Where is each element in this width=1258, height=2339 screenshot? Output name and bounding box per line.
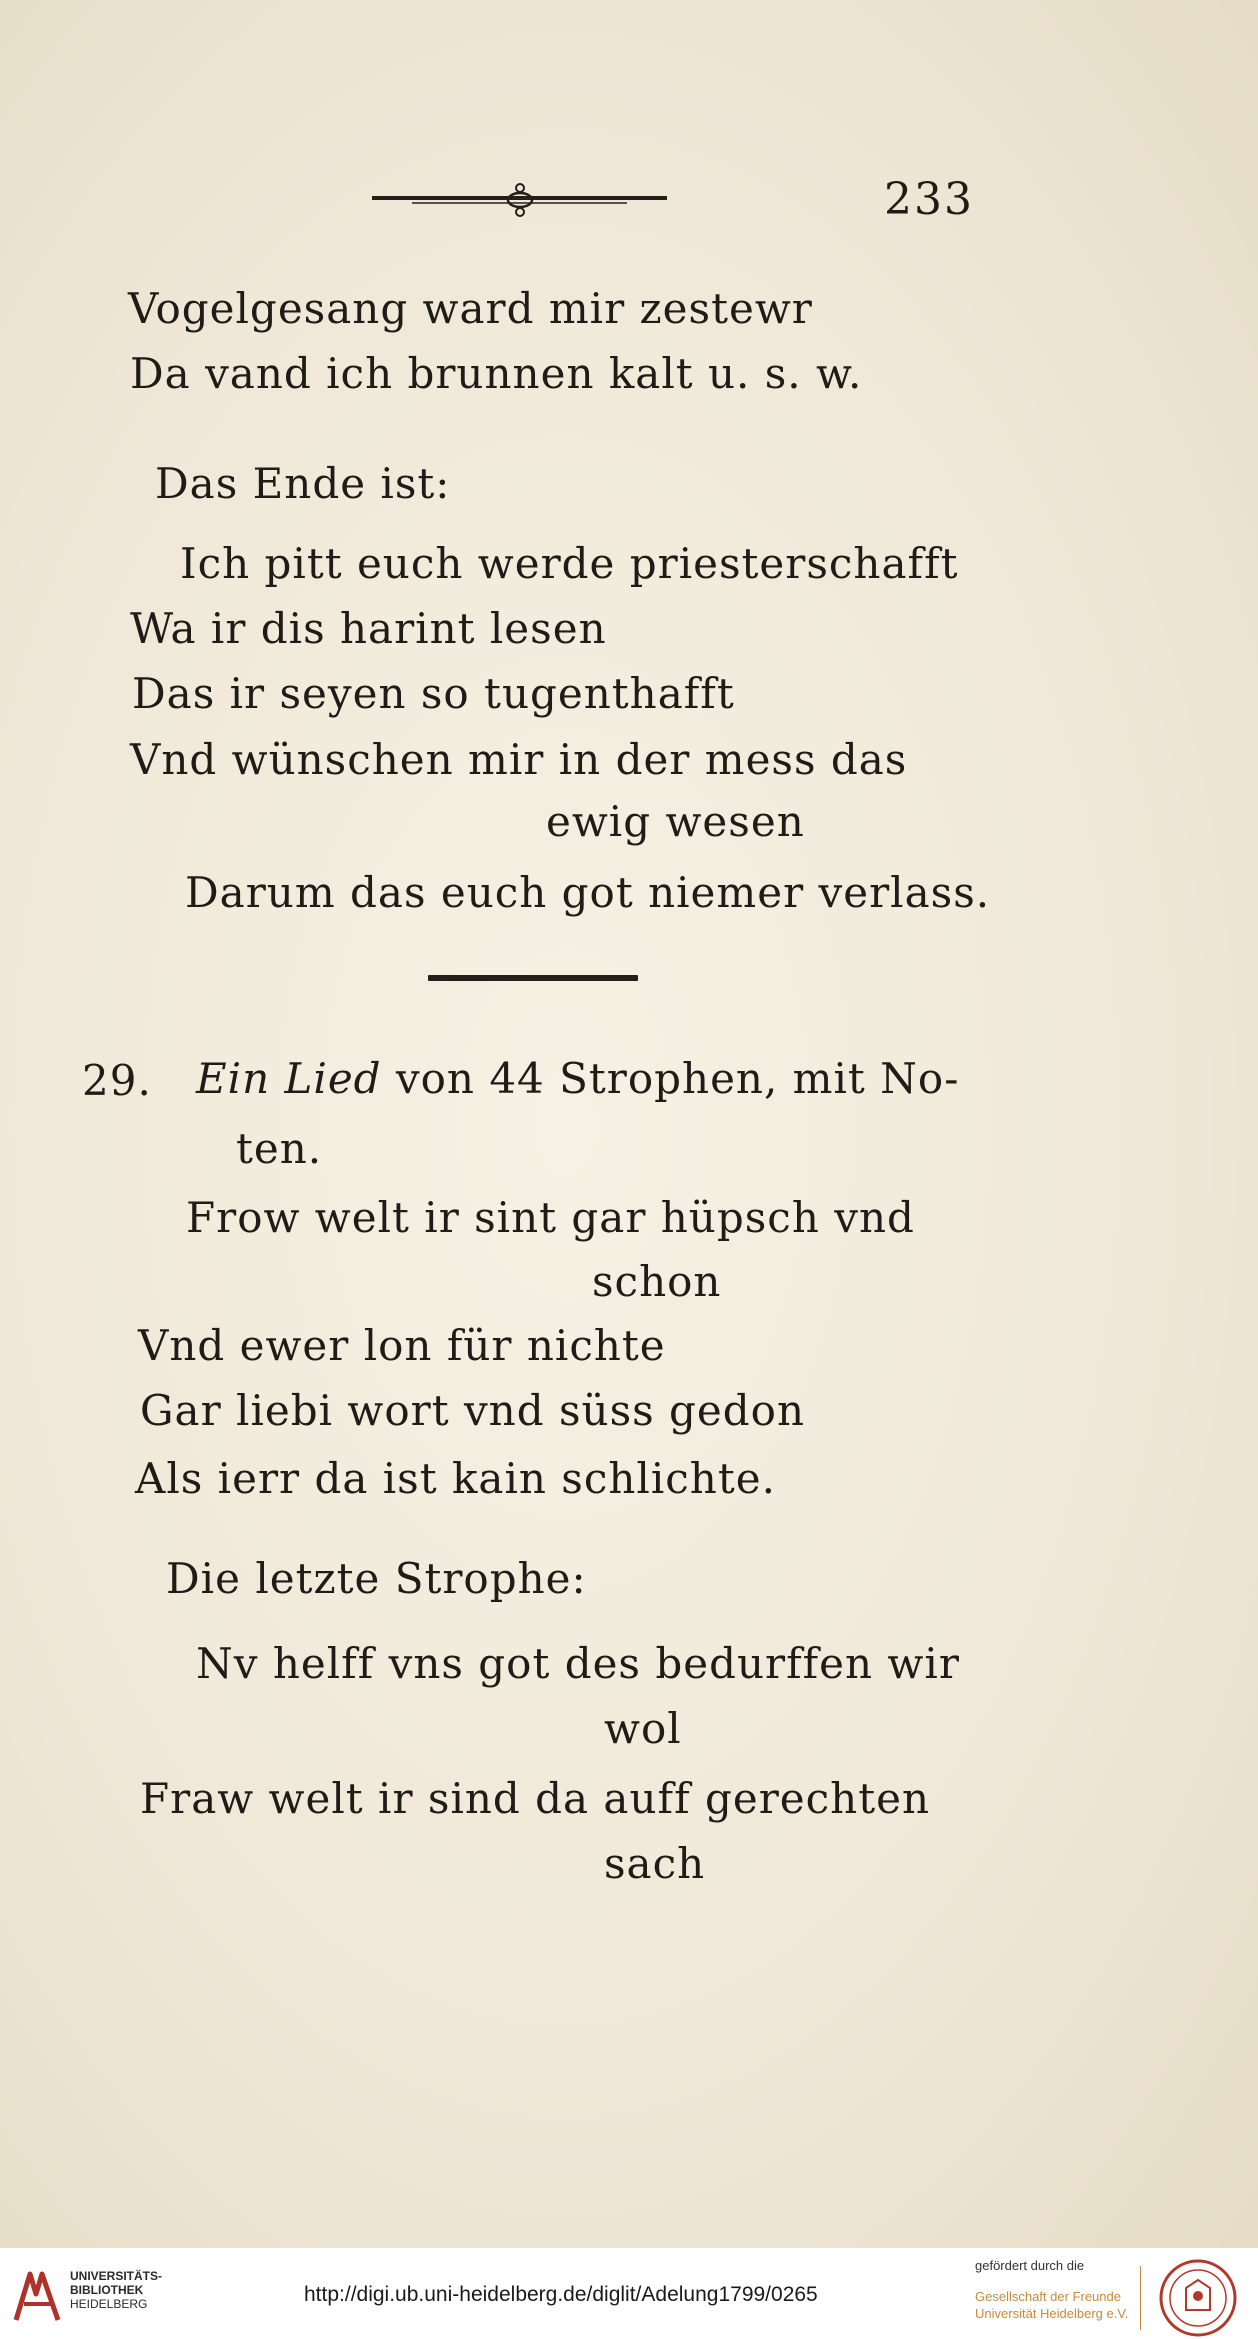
text-line-13: schon [592, 1257, 722, 1306]
text-line-18: Nv helff vns got des bedurffen wir [196, 1639, 960, 1688]
section-rule [428, 975, 638, 981]
library-line-1: UNIVERSITÄTS- [70, 2269, 163, 2283]
sponsor-line-2: Universität Heidelberg e.V. [975, 2306, 1129, 2321]
text-line-17: Die letzte Strophe: [166, 1554, 587, 1603]
header-ornament [372, 180, 667, 220]
text-line-16: Als ierr da ist kain schlichte. [135, 1454, 776, 1503]
sponsor-line-1: Gesellschaft der Freunde [975, 2289, 1121, 2304]
text-line-15: Gar liebi wort vnd süss gedon [140, 1386, 805, 1435]
text-line-2: Da vand ich brunnen kalt u. s. w. [130, 349, 863, 398]
page-number: 233 [884, 174, 974, 225]
sponsor-divider [1140, 2266, 1141, 2330]
text-line-6: Das ir seyen so tugenthafft [132, 669, 735, 718]
text-line-11: ten. [236, 1124, 323, 1173]
item-description: von 44 Strophen, mit No- [381, 1054, 960, 1103]
sponsor-lead: gefördert durch die [975, 2258, 1085, 2273]
sponsor-name [975, 2288, 1128, 2322]
library-name [70, 2269, 162, 2311]
text-line-20: Fraw welt ir sind da auff gerechten [140, 1774, 930, 1823]
footer-bar [0, 2248, 1258, 2339]
library-line-2: BIBLIOTHEK [70, 2283, 144, 2297]
text-line-7: Vnd wünschen mir in der mess das [130, 735, 908, 784]
text-line-8: ewig wesen [546, 797, 805, 846]
text-line-1: Vogelgesang ward mir zestewr [128, 284, 813, 333]
text-line-14: Vnd ewer lon für nichte [138, 1321, 666, 1370]
library-line-3: HEIDELBERG [70, 2297, 148, 2311]
permalink-url[interactable]: http://digi.ub.uni-heidelberg.de/diglit/Adelung1799/0265 [304, 2283, 818, 2306]
text-line-19: wol [604, 1704, 682, 1753]
text-line-21: sach [604, 1839, 706, 1888]
university-seal-icon [1158, 2258, 1238, 2338]
text-line-4: Ich pitt euch werde priesterschafft [180, 539, 959, 588]
item-title: Ein Lied [196, 1054, 382, 1103]
text-line-3: Das Ende ist: [155, 459, 451, 508]
text-line-12: Frow welt ir sint gar hüpsch vnd [186, 1193, 915, 1242]
text-line-9: Darum das euch got niemer verlass. [185, 868, 991, 917]
text-line-5: Wa ir dis harint lesen [130, 604, 607, 653]
library-logo-icon [12, 2266, 62, 2326]
item-number: 29. [82, 1056, 152, 1105]
item-heading [196, 1054, 960, 1103]
